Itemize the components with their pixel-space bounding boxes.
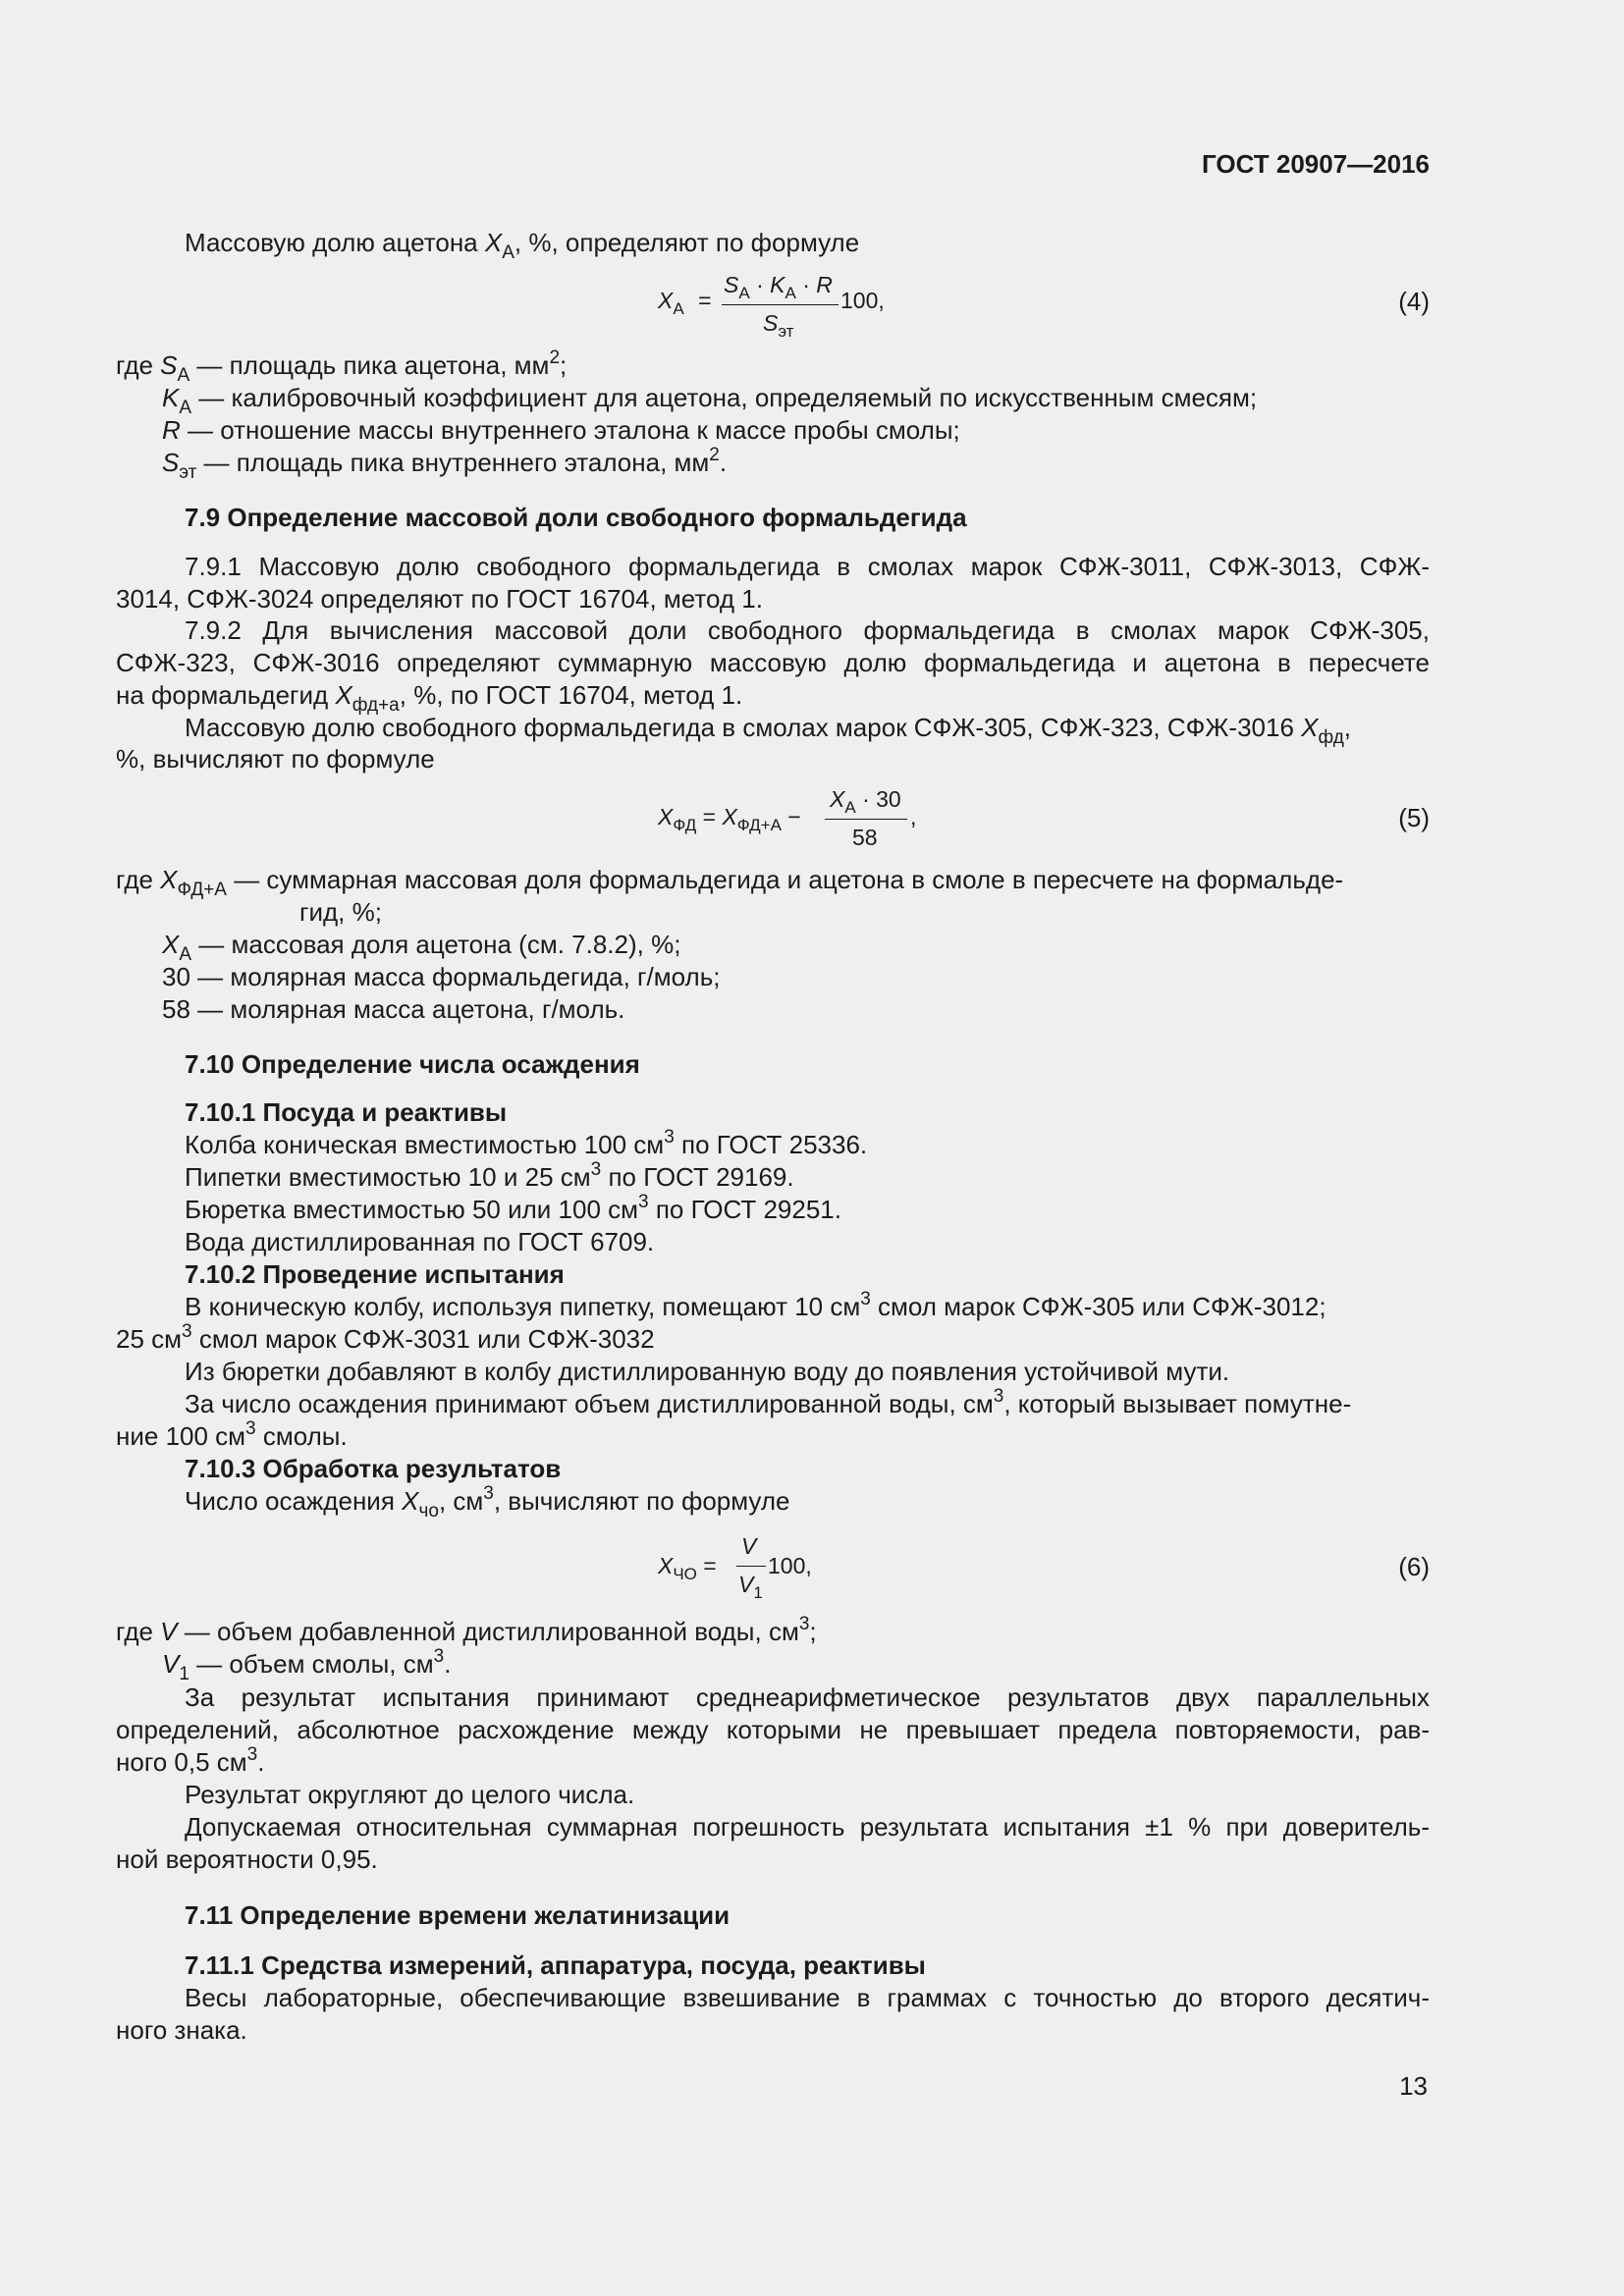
where6-line-2: $V_1$ — объем смолы, $см^3$. <box>162 1646 452 1684</box>
f4-denominator: $S_{эт}$ <box>763 310 794 341</box>
s710-p1-line-2: 25 $см^3$ смол марок СФЖ-3031 или СФЖ-3032 <box>116 1321 655 1354</box>
f6-numerator: V <box>741 1533 757 1559</box>
where6-line-1: где V — объем добавленной дистиллированной воды, $см^3$; <box>116 1614 817 1646</box>
where5-line-1: где $X_{ФД+А}$ — суммарная массовая доля формальдегида и ацетона в смоле в пересчете на формальде- <box>116 865 1344 900</box>
s710-p3-line-1: За число осаждения принимают объем дистиллированной воды, $см^3$, который вызывает помутне- <box>185 1386 1352 1418</box>
f6-number: (6) <box>1398 1552 1430 1581</box>
intro-var: X <box>484 228 503 257</box>
f6-denominator: $V_1$ <box>738 1572 763 1602</box>
intro-var-sub: А <box>502 242 514 263</box>
f4-number: (4) <box>1398 287 1430 316</box>
where5-line-2: $X_А$ — массовая доля ацетона (см. 7.8.2), %; <box>162 930 681 965</box>
s79-p3-line-2: %, вычисляют по формуле <box>116 744 435 774</box>
s710-p3-line-2: ние 100 $см^3$ смолы. <box>116 1418 348 1451</box>
f5-denominator: 58 <box>852 825 878 850</box>
f4-fraction-bar <box>722 304 839 305</box>
heading-7-10-1: 7.10.1 Посуда и реактивы <box>185 1097 508 1127</box>
s711-p1-line-1: Весы лабораторные, обеспечивающие взвешивание в граммах с точностью до второго десятич- <box>185 1983 1430 2012</box>
s710-p1-line-1: В коническую колбу, используя пипетку, помещают 10 $см^3$ смол марок СФЖ-305 или СФЖ-3012; <box>185 1289 1326 1321</box>
heading-7-9: 7.9 Определение массовой доли свободного формальдегида <box>185 503 967 532</box>
s79-p2-line-1: 7.9.2 Для вычисления массовой доли свободного формальдегида в смолах марок СФЖ-305, <box>185 615 1430 645</box>
results-p1-line-3: ного 0,5 $см^3$. <box>116 1744 265 1777</box>
s710-p2: Из бюретки добавляют в колбу дистиллированную воду до появления устойчивой мути. <box>185 1357 1230 1386</box>
results-p2: Результат округляют до целого числа. <box>185 1780 635 1809</box>
heading-7-10-2: 7.10.2 Проведение испытания <box>185 1259 565 1289</box>
where5-line-1-cont: гид, %; <box>299 897 382 927</box>
s711-p1-line-2: ного знака. <box>116 2015 247 2045</box>
results-p3-line-1: Допускаемая относительная суммарная погрешность результата испытания ±1 % при доверитель- <box>185 1812 1430 1842</box>
s79-p2-line-2: СФЖ-323, СФЖ-3016 определяют суммарную массовую долю формальдегида и ацетона в пересчете <box>116 648 1430 677</box>
s710-item-2: Пипетки вместимостью 10 и 25 $см^3$ по ГОСТ 29169. <box>185 1159 794 1192</box>
heading-7-10-3: 7.10.3 Обработка результатов <box>185 1454 562 1483</box>
s710-item-3: Бюретка вместимостью 50 или 100 $см^3$ по ГОСТ 29251. <box>185 1192 841 1224</box>
where4-line-4: $S_{эт}$ — площадь пика внутреннего эталона, $мм^2$. <box>162 445 728 483</box>
s710-item-4: Вода дистиллированная по ГОСТ 6709. <box>185 1227 655 1256</box>
f4-lhs: $X_А$ = <box>658 288 712 318</box>
f5-comma: , <box>910 804 917 829</box>
f4-factor: 100, <box>840 288 885 313</box>
s79-p1-line-2: 3014, СФЖ-3024 определяют по ГОСТ 16704, метод 1. <box>116 584 763 614</box>
s79-p3-line-1: Массовую долю свободного формальдегида в смолах марок СФЖ-305, СФЖ-323, СФЖ-3016 $X_{фд}$, <box>185 713 1352 748</box>
where4-line-1: где $S_А$ — площадь пика ацетона, $мм^2$; <box>116 347 568 386</box>
heading-7-11: 7.11 Определение времени желатинизации <box>185 1900 731 1930</box>
f4-numerator: $S_А \cdot K_А \cdot R$ <box>724 272 833 302</box>
f6-fraction-bar <box>736 1566 766 1567</box>
page-number: 13 <box>1399 2071 1428 2101</box>
f5-lhs: $X_{ФД} = X_{ФД+А}$ − <box>658 804 801 834</box>
f5-number: (5) <box>1398 803 1430 832</box>
heading-7-11-1: 7.11.1 Средства измерений, аппаратура, посуда, реактивы <box>185 1950 926 1980</box>
s79-p2-line-3: на формальдегид $X_{фд+а}$, %, по ГОСТ 16704, метод 1. <box>116 680 743 716</box>
intro-lead: Массовую долю ацетона <box>185 228 485 257</box>
s710-p4: Число осаждения $X_{чо}$, $см^3$, вычисляют по формуле <box>185 1483 790 1522</box>
s710-item-1: Колба коническая вместимостью 100 $см^3$ по ГОСТ 25336. <box>185 1127 868 1159</box>
document-id: ГОСТ 20907—2016 <box>1202 149 1430 179</box>
f5-numerator: $X_А \cdot 30$ <box>830 786 901 817</box>
where4-line-2: $K_А$ — калибровочный коэффициент для ацетона, определяемый по искусственным смесям; <box>162 383 1258 418</box>
where4-line-3: R — отношение массы внутреннего эталона к массе пробы смолы; <box>162 415 960 445</box>
f5-fraction-bar <box>825 819 907 820</box>
where5-line-3: 30 — молярная масса формальдегида, г/моль; <box>162 962 721 991</box>
s79-p1-line-1: 7.9.1 Массовую долю свободного формальдегида в смолах марок СФЖ-3011, СФЖ-3013, СФЖ- <box>185 552 1430 581</box>
results-p3-line-2: ной вероятности 0,95. <box>116 1844 378 1874</box>
intro-tail: , %, определяют по формуле <box>514 228 860 257</box>
f6-lhs: $X_{ЧО}$ = <box>658 1553 717 1583</box>
results-p1-line-2: определений, абсолютное расхождение между которыми не превышает предела повторяемости, рав- <box>116 1715 1430 1744</box>
f6-factor: 100, <box>768 1553 812 1578</box>
results-p1-line-1: За результат испытания принимают среднеарифметическое результатов двух параллельных <box>185 1682 1430 1712</box>
heading-7-10: 7.10 Определение числа осаждения <box>185 1049 640 1079</box>
where5-line-4: 58 — молярная масса ацетона, г/моль. <box>162 994 625 1024</box>
intro-line <box>185 227 859 262</box>
